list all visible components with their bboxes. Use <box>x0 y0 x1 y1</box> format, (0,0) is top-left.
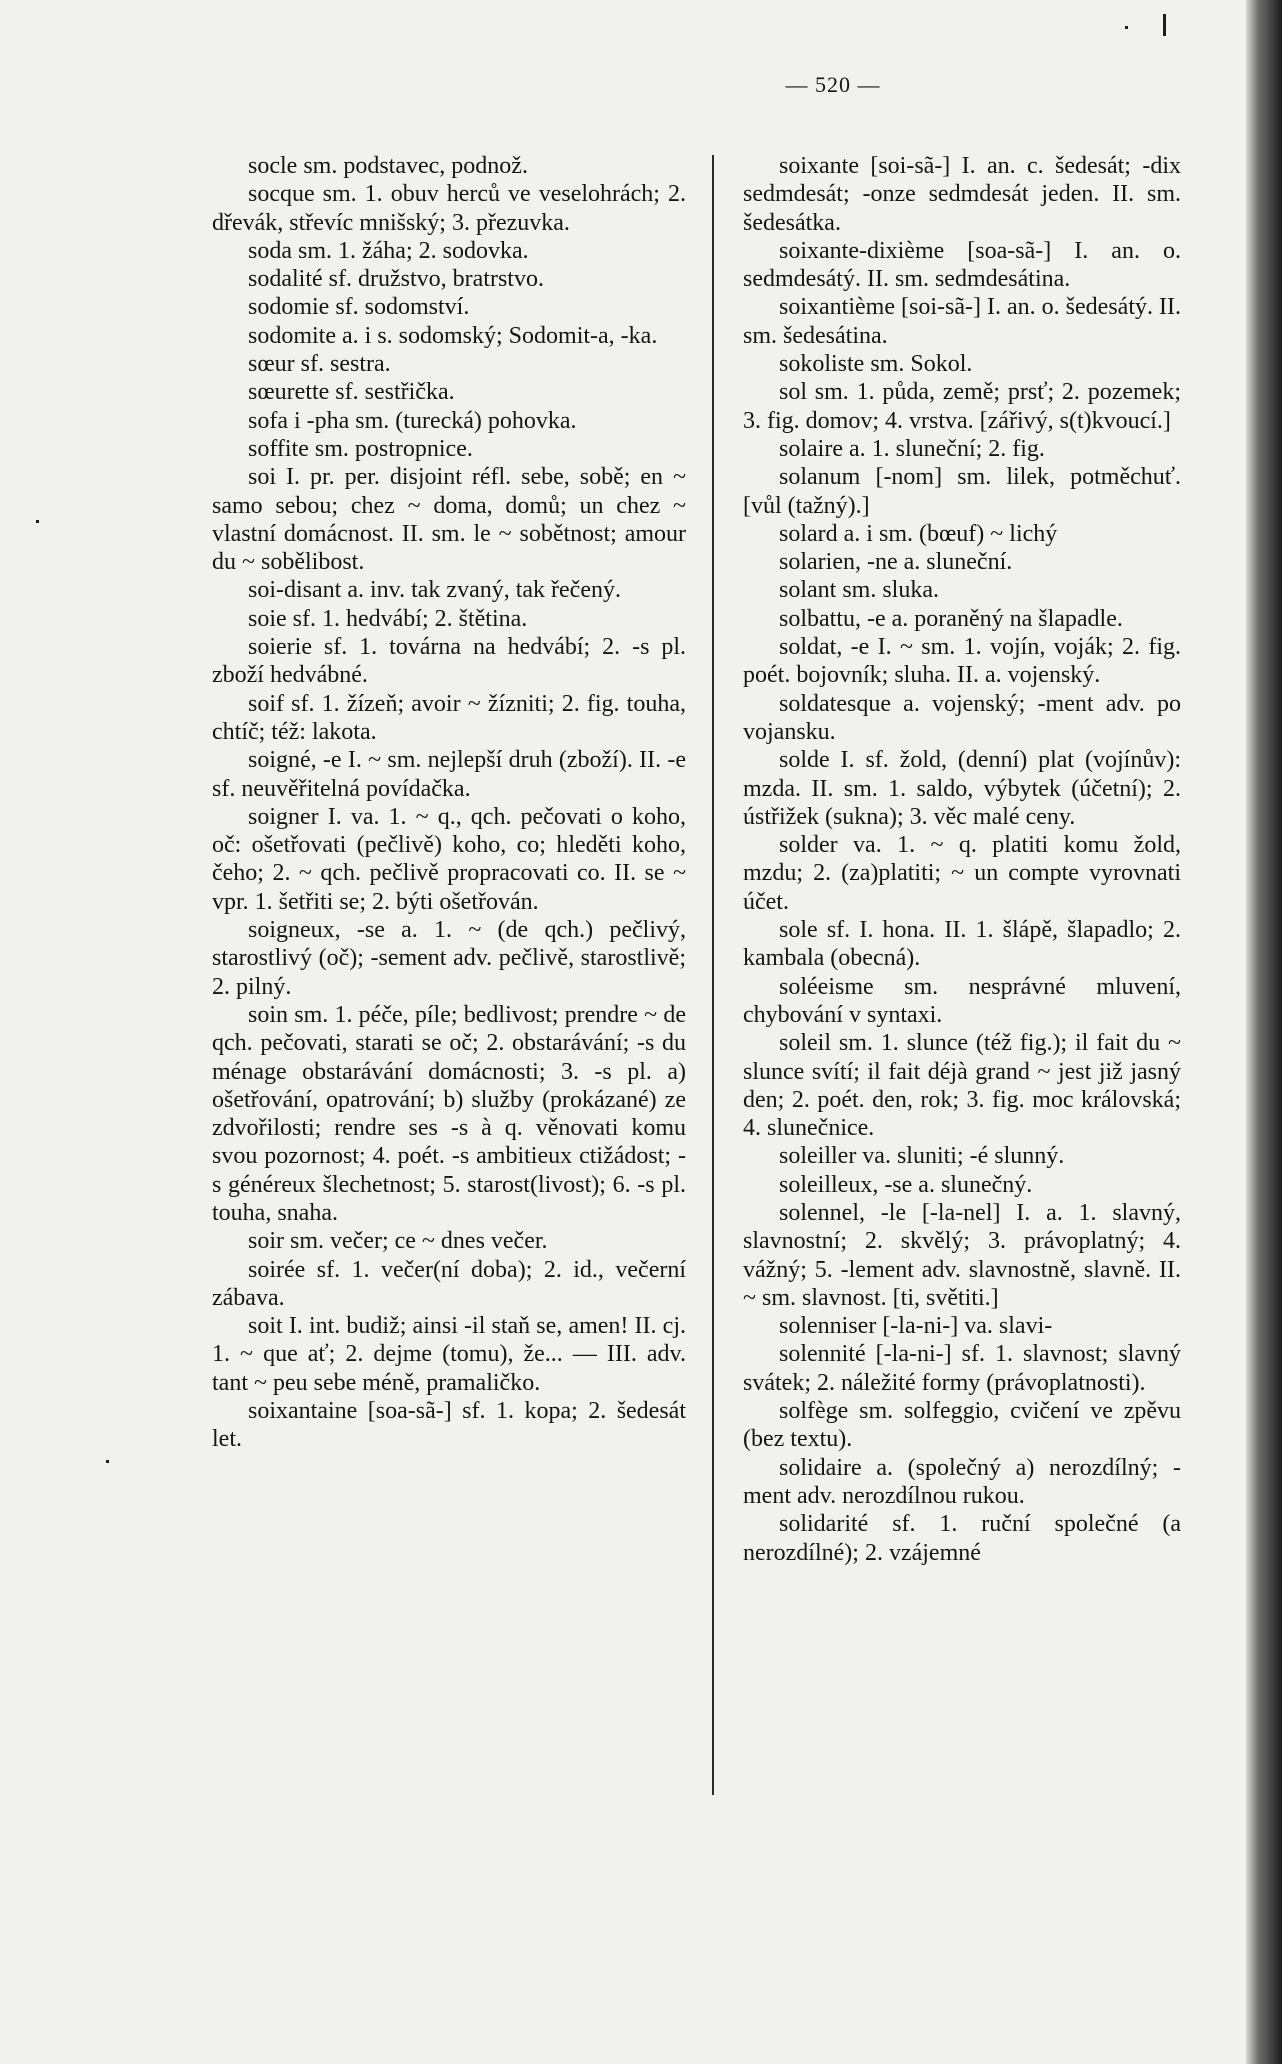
dictionary-entry: sodomite a. i s. sodomský; Sodomit-a, -ka. <box>248 322 658 349</box>
dictionary-entry: sœur sf. sestra. <box>248 351 391 378</box>
dictionary-entry: soie sf. 1. hedvábí; 2. štětina. <box>248 605 528 632</box>
dictionary-entry: soleil sm. 1. slunce (též fig.); il fait du ~ slunce svítí; il fait déjà grand ~ jest již jasný den; 2. poét. den, rok; 3. fig. moc královská; 4. slunečnice. <box>743 1030 1181 1142</box>
scan-speck <box>106 1460 109 1463</box>
dictionary-entry: soigneux, -se a. 1. ~ (de qch.) pečlivý, starostlivý (oč); -sement adv. pečlivě, starostlivě; 2. pilný. <box>212 917 686 1000</box>
dictionary-entry: socque sm. 1. obuv herců ve veselohrách; 2. dřevák, střevíc mnišský; 3. přezuvka. <box>212 181 686 236</box>
right-column <box>743 152 1181 1567</box>
dictionary-entry: soigné, -e I. ~ sm. nejlepší druh (zboží). II. -e sf. neuvěřitelná povídačka. <box>212 747 686 802</box>
dictionary-entry: soixante-dixième [soa-sã-] I. an. o. sedmdesátý. II. sm. sedmdesátina. <box>743 237 1181 293</box>
scan-speck <box>36 520 39 523</box>
dictionary-entry: solder va. 1. ~ q. platiti komu žold, mzdu; 2. (za)platiti; ~ un compte vyrovnati účet. <box>743 832 1181 915</box>
dictionary-entry: solard a. i sm. (bœuf) ~ lichý <box>779 520 1058 547</box>
dictionary-entry: sodomie sf. sodomství. <box>248 294 470 321</box>
dictionary-entry: soit I. int. budiž; ainsi -il staň se, amen! II. cj. 1. ~ que ať; 2. dejme (tomu), že... — III. adv. tant ~ peu sebe méně, pramaličko. <box>212 1313 686 1396</box>
dictionary-entry: solarien, -ne a. sluneční. <box>779 549 1013 576</box>
dictionary-entry: soleiller va. sluniti; -é slunný. <box>779 1143 1065 1170</box>
dictionary-entry: soi I. pr. per. disjoint réfl. sebe, sobě; en ~ samo sebou; chez ~ doma, domů; un chez ~ vlastní domácnost. II. sm. le ~ sobětnost; amour du ~ sobělibost. <box>212 464 686 576</box>
dictionary-entry: sodalité sf. družstvo, bratrstvo. <box>248 266 544 293</box>
dictionary-entry: soixantième [soi-sã-] I. an. o. šedesátý. II. sm. šedesátina. <box>743 294 1181 349</box>
dictionary-entry: socle sm. podstavec, podnož. <box>248 153 528 179</box>
dictionary-entry: sol sm. 1. půda, země; prsť; 2. pozemek; 3. fig. domov; 4. vrstva. [zářivý, s(t)kvoucí.] <box>743 379 1181 434</box>
dictionary-entry: sokoliste sm. Sokol. <box>779 351 973 378</box>
dictionary-entry: sofa i -pha sm. (turecká) pohovka. <box>248 407 577 434</box>
dictionary-entry: solant sm. sluka. <box>779 577 939 604</box>
dictionary-entry: solaire a. 1. sluneční; 2. fig. <box>779 435 1045 462</box>
dictionary-entry: solanum [-nom] sm. lilek, potměchuť. [vůl (tažný).] <box>743 464 1181 519</box>
dictionary-entry: soixante [soi-sã-] I. an. c. šedesát; -dix sedmdesát; -onze sedmdesát jeden. II. sm. šedesátka. <box>743 153 1181 236</box>
dictionary-entry: soi-disant a. inv. tak zvaný, tak řečený. <box>248 577 621 604</box>
dictionary-entry: solbattu, -e a. poraněný na šlapadle. <box>779 605 1123 632</box>
dictionary-entry: soin sm. 1. péče, píle; bedlivost; prendre ~ de qch. pečovati, starati se oč; 2. obstarávání; -s du ménage obstarávání domácnosti; 3. -s pl. a) ošetřování, opatrování; b) služby (prokázané) ze zdvořilosti; rendre ses -s à q. věnovati komu svou pozornost; 4. poét. -s ambitieux ctižádost; -s généreux šlechetnost; 5. starost(livost); 6. -s pl. touha, snaha. <box>212 1001 686 1226</box>
dictionary-entry: soda sm. 1. žáha; 2. sodovka. <box>248 237 529 264</box>
page-number-text: — 520 — <box>785 72 881 97</box>
scan-edge-shadow <box>1246 0 1282 2064</box>
dictionary-entry: solenniser [-la-ni-] va. slavi- <box>779 1313 1053 1340</box>
dictionary-entry: soirée sf. 1. večer(ní doba); 2. id., večerní zábava. <box>212 1256 686 1311</box>
left-column <box>212 152 686 1454</box>
dictionary-entry: soif sf. 1. žízeň; avoir ~ žízniti; 2. fig. touha, chtíč; též: lakota. <box>212 690 686 745</box>
column-divider <box>712 155 714 1795</box>
dictionary-entry: solennité [-la-ni-] sf. 1. slavnost; slavný svátek; 2. náležité formy (právoplatnosti). <box>743 1341 1181 1396</box>
dictionary-entry: soixantaine [soa-sã-] sf. 1. kopa; 2. šedesát let. <box>212 1398 686 1453</box>
dictionary-entry: soierie sf. 1. továrna na hedvábí; 2. -s pl. zboží hedvábné. <box>212 634 686 689</box>
scan-speck <box>1125 26 1128 29</box>
dictionary-entry: soléeisme sm. nesprávné mluvení, chybování v syntaxi. <box>743 973 1181 1028</box>
dictionary-entry: sole sf. I. hona. II. 1. šlápě, šlapadlo; 2. kambala (obecná). <box>743 917 1181 972</box>
dictionary-entry: sœurette sf. sestřička. <box>248 379 455 406</box>
dictionary-entry: soldatesque a. vojenský; -ment adv. po vojansku. <box>743 690 1181 745</box>
dictionary-entry: soffite sm. postropnice. <box>248 435 473 462</box>
dictionary-entry: solidarité sf. 1. ruční společné (a nerozdílné); 2. vzájemné <box>743 1511 1181 1566</box>
scan-speck <box>1163 14 1166 36</box>
dictionary-entry: soigner I. va. 1. ~ q., qch. pečovati o koho, oč: ošetřovati (pečlivě) koho, co; hleděti koho, čeho; 2. ~ qch. pečlivě propracovati co. II. se ~ vpr. 1. šetřiti se; 2. býti ošetřován. <box>212 803 686 915</box>
dictionary-entry: solidaire a. (společný a) nerozdílný; -ment adv. nerozdílnou rukou. <box>743 1454 1181 1509</box>
dictionary-entry: solennel, -le [-la-nel] I. a. 1. slavný, slavnostní; 2. skvělý; 3. právoplatný; 4. vážný; 5. -lement adv. slavnostně, slavně. II. ~ sm. slavnost. [ti, světiti.] <box>743 1199 1181 1311</box>
dictionary-entry: soir sm. večer; ce ~ dnes večer. <box>248 1228 548 1255</box>
dictionary-entry: soldat, -e I. ~ sm. 1. vojín, voják; 2. fig. poét. bojovník; sluha. II. a. vojenský. <box>743 634 1181 689</box>
dictionary-entry: soleilleux, -se a. slunečný. <box>779 1171 1033 1198</box>
dictionary-entry: solfège sm. solfeggio, cvičení ve zpěvu (bez textu). <box>743 1398 1181 1453</box>
dictionary-entry: solde I. sf. žold, (denní) plat (vojínův): mzda. II. sm. 1. saldo, výbytek (účetní); 2. ústřižek (sukna); 3. věc malé ceny. <box>743 747 1181 830</box>
page-number <box>0 72 1246 98</box>
